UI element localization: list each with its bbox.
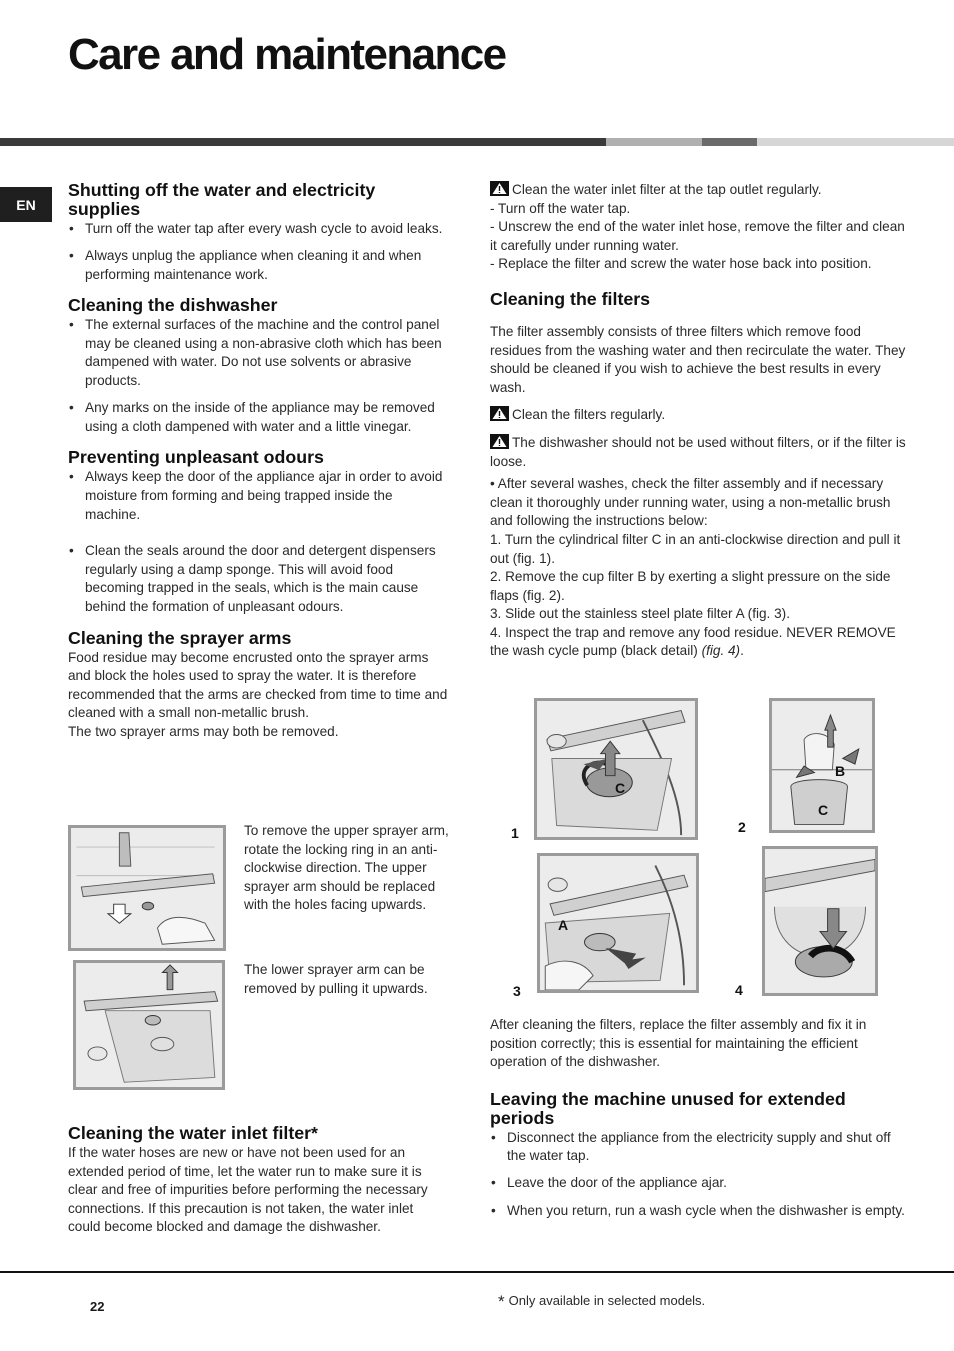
language-tab: EN [0,187,52,222]
list-item: • Always unplug the appliance when cleaning it and when performing maintenance work. [68,247,448,284]
right-column-bottom [490,1016,910,1229]
upper-sprayer-arm-drawing [71,828,223,948]
filters-step: 1. Turn the cylindrical filter C in an anti-clockwise direction and pull it out (fig. 1). [490,531,901,566]
upper-sprayer-text: To remove the upper sprayer arm, rotate the locking ring in an anti-clockwise direction. The upper sprayer arm should be replaced with the holes facing upwards. [244,823,449,913]
filters-step-4-end: . [740,643,744,659]
filters-step-4 [490,624,908,661]
figure-4-trap [762,846,878,996]
inlet-filter-paragraph: If the water hoses are new or have not been used for an extended period of time, let the water run to make sure it is clear and free of impurities before performing the necessary connections. If this precaution is not taken, the water inlet could become blocked and damage the dishwasher. [68,1145,428,1235]
warning-icon [490,181,509,196]
header-bar-light [606,138,702,146]
filter-a-label: A [558,917,569,933]
upper-sprayer-arm-illustration [68,825,226,951]
inlet-step: - Unscrew the end of the water inlet hose, remove the filter and clean it carefully under running water. [490,219,905,253]
list-item: • Always keep the door of the appliance ajar in order to avoid moisture from forming and being trapped inside the machine. [68,468,448,524]
footnote [498,1292,705,1312]
heading-unused: Leaving the machine unused for extended periods [490,1088,846,1128]
inlet-warning [490,181,908,200]
inlet-warning-text: Clean the water inlet filter at the tap outlet regularly. [512,182,822,197]
heading-water-inlet-filter: Cleaning the water inlet filter* [68,1123,318,1143]
figure-number-2: 2 [738,819,746,835]
filters-step: 3. Slide out the stainless steel plate filter A (fig. 3). [490,606,790,622]
right-column [490,181,908,661]
footnote-text: Only available in selected models. [508,1293,706,1308]
list-item: • Disconnect the appliance from the electricity supply and shut off the water tap. [490,1129,910,1166]
list-cleaning-dishwasher [68,316,448,436]
list-shutting-off [68,220,448,284]
filters-warning-2 [490,434,908,471]
header-bar-dark [0,138,606,146]
warning-icon [490,434,509,449]
list-item: • Any marks on the inside of the appliance may be removed using a cloth dampened with water and a little vinegar. [68,399,448,436]
figure-1-drawing [537,701,695,837]
heading-odours: Preventing unpleasant odours [68,447,324,468]
list-odours [68,468,448,616]
fig-reference: (fig. 4) [701,643,741,659]
filter-b-label: B [835,763,846,779]
warning-icon [490,406,509,421]
left-column [68,181,448,741]
filters-paragraph: The filter assembly consists of three filters which remove food residues from the washing water and then recirculate the water. They should be cleaned if you wish to achieve the best results in every wash. [490,323,906,395]
lower-sprayer-text: The lower sprayer arm can be removed by pulling it upwards. [244,962,428,996]
figure-number-4: 4 [735,982,743,998]
header-bar-mid [702,138,757,146]
lower-sprayer-arm-illustration [73,960,225,1090]
list-item: • Leave the door of the appliance ajar. [490,1174,910,1193]
filters-after-paragraph: After cleaning the filters, replace the filter assembly and fix it in position correctly; this is essential for maintaining the efficient operation of the dishwasher. [490,1017,867,1070]
filters-intro: • After several washes, check the filter assembly and if necessary clean it thoroughly under running water, using a non-metallic brush and following the instructions below: [490,476,891,529]
inlet-step: - Turn off the water tap. [490,200,631,216]
figure-number-3: 3 [513,983,521,999]
sprayer-paragraph: Food residue may become encrusted onto the sprayer arms and block the holes used to spray the water. It is therefore recommended that the arms are checked from time to time and cleaned with a small non-metallic brush. [68,649,448,721]
list-item: • The external surfaces of the machine and the control panel may be cleaned using a non-abrasive cloth which has been dampened with water. Do not use solvents or abrasive products. [68,316,448,390]
header-bar-pale [757,138,954,146]
list-item: • Turn off the water tap after every wash cycle to avoid leaks. [68,220,448,239]
inlet-filter-section [68,1124,446,1237]
filter-c-label: C [615,780,626,796]
heading-cleaning-filters: Cleaning the filters [490,288,651,309]
filters-step: 2. Remove the cup filter B by exerting a slight pressure on the side flaps (fig. 2). [490,569,891,603]
filters-step-4-text: 4. Inspect the trap and remove any food residue. NEVER REMOVE the wash cycle pump (black detail) [490,624,896,659]
page-number: 22 [90,1299,105,1314]
footnote-mark: * [498,1292,505,1311]
filter-c-label: C [818,802,829,818]
lower-sprayer-arm-drawing [76,963,222,1087]
heading-shutting-off: Shutting off the water and electricity supplies [68,180,376,219]
filters-warning-1-text: Clean the filters regularly. [512,407,666,423]
list-unused [490,1129,910,1220]
sprayer-paragraph-2: The two sprayer arms may both be removed. [68,723,339,739]
figure-number-1: 1 [511,825,519,841]
inlet-step: - Replace the filter and screw the water hose back into position. [490,256,872,272]
heading-sprayer-arms: Cleaning the sprayer arms [68,627,292,648]
list-item: • When you return, run a wash cycle when the dishwasher is empty. [490,1202,910,1221]
heading-cleaning-dishwasher: Cleaning the dishwasher [68,295,278,316]
list-item: • Clean the seals around the door and detergent dispensers regularly using a damp sponge. This will avoid food becoming trapped in the seals, which is the main cause behind the formation of unpleasant odours. [68,542,448,616]
footer-rule [0,1271,954,1273]
page-title: Care and maintenance [68,30,506,79]
figure-1-cylindrical-filter [534,698,698,840]
filters-warning-2-text: The dishwasher should not be used without filters, or if the filter is loose. [490,434,906,469]
figure-4-drawing [765,849,875,993]
filters-warning-1 [490,406,908,425]
